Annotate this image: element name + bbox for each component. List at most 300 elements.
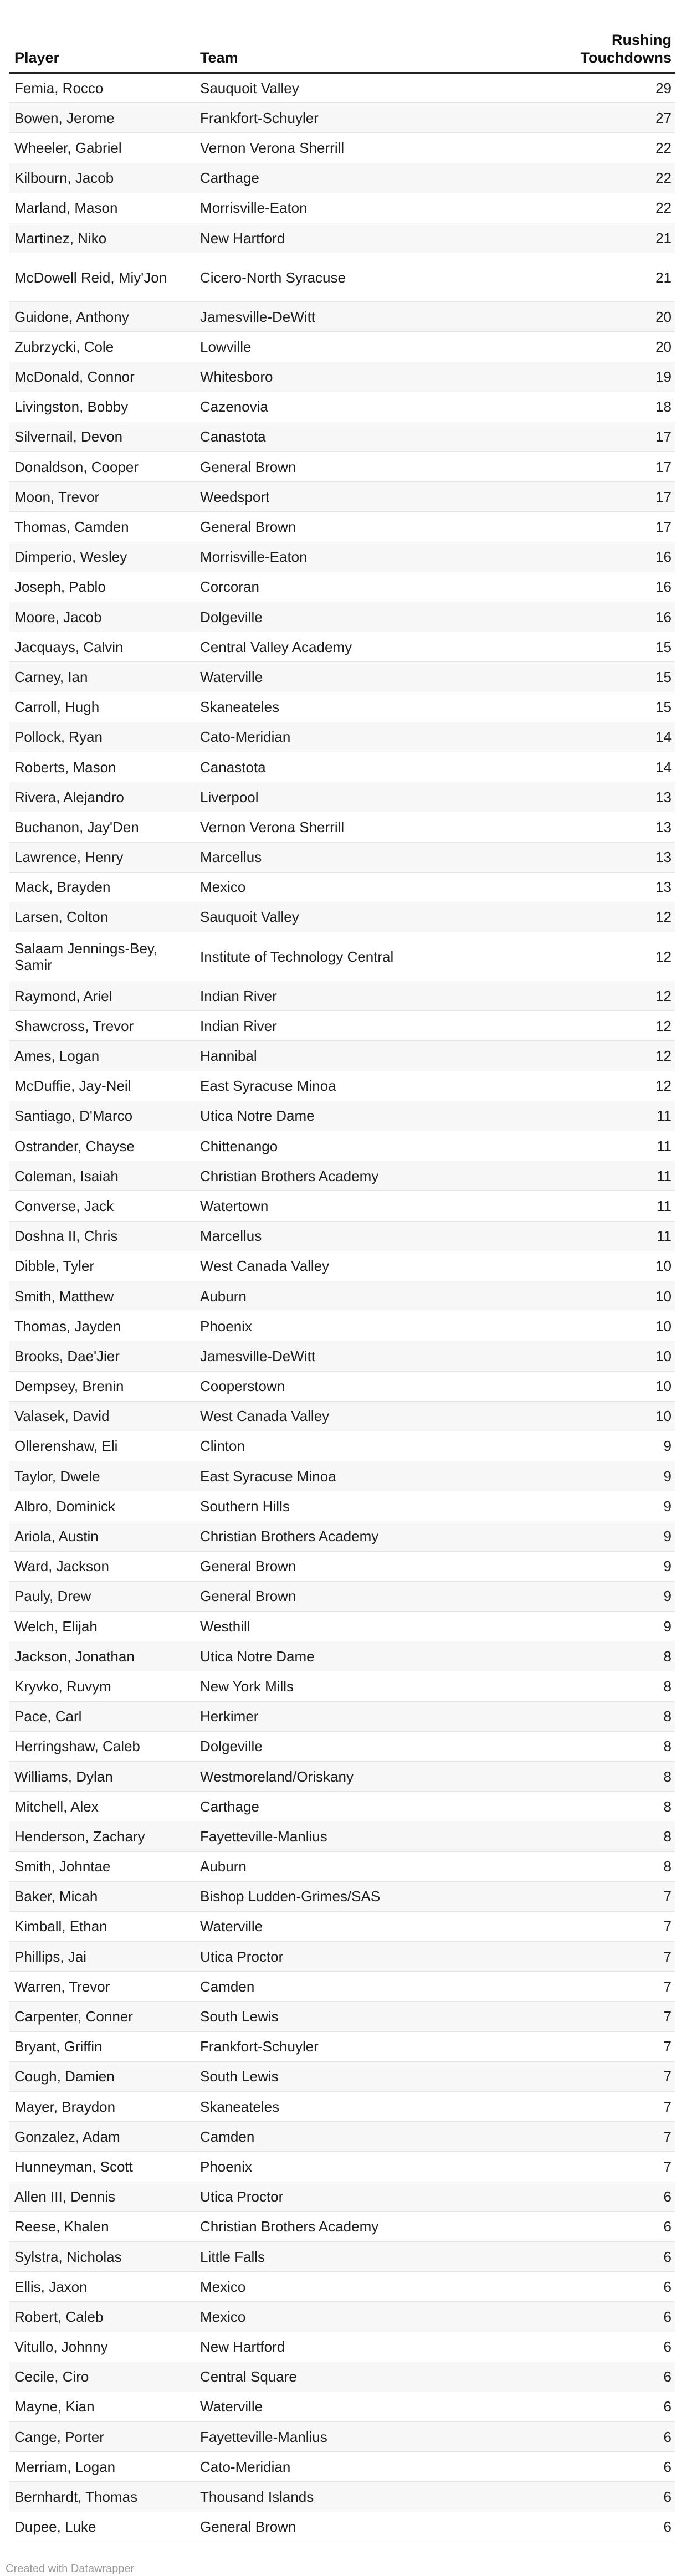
cell-player: Larsen, Colton [9, 902, 194, 932]
table-row [9, 512, 675, 542]
cell-player: Cecile, Ciro [9, 2362, 194, 2392]
table-row [9, 662, 675, 692]
cell-rushing-touchdowns: 13 [536, 842, 675, 872]
table-row [9, 302, 675, 332]
cell-team: South Lewis [194, 2061, 536, 2091]
cell-player: Moon, Trevor [9, 482, 194, 512]
table-row [9, 2362, 675, 2392]
table-row [9, 632, 675, 662]
cell-rushing-touchdowns: 13 [536, 782, 675, 812]
cell-team: New York Mills [194, 1671, 536, 1701]
cell-rushing-touchdowns: 29 [536, 73, 675, 103]
cell-rushing-touchdowns: 19 [536, 362, 675, 392]
cell-rushing-touchdowns: 17 [536, 452, 675, 482]
cell-rushing-touchdowns: 7 [536, 2061, 675, 2091]
cell-team: Auburn [194, 1281, 536, 1311]
cell-rushing-touchdowns: 12 [536, 1071, 675, 1101]
cell-player: Dupee, Luke [9, 2512, 194, 2542]
cell-player: Martinez, Niko [9, 223, 194, 253]
cell-rushing-touchdowns: 10 [536, 1311, 675, 1341]
cell-player: Cange, Porter [9, 2422, 194, 2452]
table-row [9, 193, 675, 223]
cell-rushing-touchdowns: 11 [536, 1161, 675, 1191]
cell-player: Raymond, Ariel [9, 981, 194, 1011]
cell-team: Bishop Ludden-Grimes/SAS [194, 1881, 536, 1911]
cell-team: Jamesville-DeWitt [194, 1341, 536, 1371]
cell-player: Ames, Logan [9, 1041, 194, 1071]
cell-player: Taylor, Dwele [9, 1461, 194, 1491]
cell-player: Mayer, Braydon [9, 2092, 194, 2122]
table-row [9, 1101, 675, 1131]
cell-rushing-touchdowns: 21 [536, 223, 675, 253]
cell-player: Mayne, Kian [9, 2392, 194, 2421]
table-row [9, 1701, 675, 1731]
cell-team: Little Falls [194, 2241, 536, 2271]
table-row [9, 2182, 675, 2211]
table-row [9, 1491, 675, 1521]
table-row [9, 902, 675, 932]
cell-player: Doshna II, Chris [9, 1221, 194, 1251]
table-row [9, 1641, 675, 1671]
cell-team: Cato-Meridian [194, 2452, 536, 2482]
cell-rushing-touchdowns: 9 [536, 1612, 675, 1641]
table-row [9, 452, 675, 482]
cell-team: Mexico [194, 2302, 536, 2332]
cell-team: South Lewis [194, 2002, 536, 2031]
cell-rushing-touchdowns: 6 [536, 2422, 675, 2452]
cell-team: East Syracuse Minoa [194, 1071, 536, 1101]
cell-player: McDowell Reid, Miy'Jon [9, 253, 194, 302]
table-row [9, 1671, 675, 1701]
cell-team: Auburn [194, 1851, 536, 1881]
cell-player: Valasek, David [9, 1401, 194, 1431]
table-row [9, 163, 675, 193]
table-row [9, 1612, 675, 1641]
cell-player: Ward, Jackson [9, 1551, 194, 1581]
cell-player: Joseph, Pablo [9, 572, 194, 602]
cell-player: Pauly, Drew [9, 1581, 194, 1611]
cell-team: Weedsport [194, 482, 536, 512]
cell-team: Carthage [194, 1792, 536, 1821]
cell-rushing-touchdowns: 6 [536, 2211, 675, 2241]
table-row [9, 1071, 675, 1101]
table-row [9, 422, 675, 451]
table-row [9, 542, 675, 572]
cell-player: Warren, Trevor [9, 1972, 194, 2002]
table-row [9, 2482, 675, 2512]
cell-player: Merriam, Logan [9, 2452, 194, 2482]
cell-team: General Brown [194, 1551, 536, 1581]
table-row [9, 253, 675, 302]
cell-player: Dibble, Tyler [9, 1251, 194, 1281]
cell-player: Ostrander, Chayse [9, 1131, 194, 1161]
cell-team: Indian River [194, 1011, 536, 1041]
cell-rushing-touchdowns: 6 [536, 2272, 675, 2302]
table-row [9, 2152, 675, 2182]
cell-player: Coleman, Isaiah [9, 1161, 194, 1191]
cell-rushing-touchdowns: 9 [536, 1491, 675, 1521]
cell-team: Vernon Verona Sherrill [194, 812, 536, 842]
cell-team: Jamesville-DeWitt [194, 302, 536, 332]
cell-player: Rivera, Alejandro [9, 782, 194, 812]
cell-rushing-touchdowns: 12 [536, 1041, 675, 1071]
cell-rushing-touchdowns: 7 [536, 2152, 675, 2182]
cell-player: Mack, Brayden [9, 872, 194, 902]
cell-rushing-touchdowns: 7 [536, 2092, 675, 2122]
cell-team: Skaneateles [194, 692, 536, 722]
cell-team: Christian Brothers Academy [194, 2211, 536, 2241]
cell-rushing-touchdowns: 14 [536, 722, 675, 752]
table-row [9, 1131, 675, 1161]
cell-team: Southern Hills [194, 1491, 536, 1521]
cell-rushing-touchdowns: 27 [536, 103, 675, 133]
table-row [9, 392, 675, 422]
cell-rushing-touchdowns: 15 [536, 692, 675, 722]
cell-team: Mexico [194, 2272, 536, 2302]
table-row [9, 223, 675, 253]
cell-rushing-touchdowns: 11 [536, 1101, 675, 1131]
table-row [9, 1911, 675, 1941]
cell-player: Thomas, Jayden [9, 1311, 194, 1341]
cell-team: Phoenix [194, 1311, 536, 1341]
table-row [9, 133, 675, 163]
cell-rushing-touchdowns: 8 [536, 1701, 675, 1731]
column-header-rushing-touchdowns[interactable]: Rushing Touchdowns [536, 31, 675, 73]
cell-team: Waterville [194, 662, 536, 692]
cell-rushing-touchdowns: 6 [536, 2302, 675, 2332]
cell-rushing-touchdowns: 8 [536, 1792, 675, 1821]
table-row [9, 812, 675, 842]
cell-rushing-touchdowns: 11 [536, 1131, 675, 1161]
cell-team: Westmoreland/Oriskany [194, 1761, 536, 1791]
cell-rushing-touchdowns: 6 [536, 2392, 675, 2421]
cell-team: Carthage [194, 163, 536, 193]
cell-player: Smith, Johntae [9, 1851, 194, 1881]
cell-rushing-touchdowns: 6 [536, 2482, 675, 2512]
table-row [9, 2452, 675, 2482]
cell-player: Donaldson, Cooper [9, 452, 194, 482]
cell-player: Guidone, Anthony [9, 302, 194, 332]
cell-rushing-touchdowns: 10 [536, 1251, 675, 1281]
cell-team: Cicero-North Syracuse [194, 253, 536, 302]
cell-team: Thousand Islands [194, 2482, 536, 2512]
cell-player: Sylstra, Nicholas [9, 2241, 194, 2271]
table-container [9, 31, 675, 2542]
cell-rushing-touchdowns: 16 [536, 572, 675, 602]
cell-rushing-touchdowns: 7 [536, 1942, 675, 1972]
cell-player: Mitchell, Alex [9, 1792, 194, 1821]
cell-team: General Brown [194, 512, 536, 542]
cell-team: Central Square [194, 2362, 536, 2392]
cell-player: Moore, Jacob [9, 602, 194, 632]
cell-team: Indian River [194, 981, 536, 1011]
cell-team: Central Valley Academy [194, 632, 536, 662]
cell-team: Liverpool [194, 782, 536, 812]
cell-rushing-touchdowns: 6 [536, 2512, 675, 2542]
cell-team: Sauquoit Valley [194, 73, 536, 103]
cell-rushing-touchdowns: 9 [536, 1521, 675, 1551]
cell-team: Cato-Meridian [194, 722, 536, 752]
cell-team: Marcellus [194, 842, 536, 872]
cell-team: Christian Brothers Academy [194, 1161, 536, 1191]
cell-team: Hannibal [194, 1041, 536, 1071]
cell-team: West Canada Valley [194, 1251, 536, 1281]
cell-rushing-touchdowns: 7 [536, 1972, 675, 2002]
table-row [9, 2422, 675, 2452]
cell-team: Fayetteville-Manlius [194, 1821, 536, 1851]
table-row [9, 722, 675, 752]
cell-team: Vernon Verona Sherrill [194, 133, 536, 163]
cell-player: Cough, Damien [9, 2061, 194, 2091]
table-row [9, 692, 675, 722]
cell-player: Kilbourn, Jacob [9, 163, 194, 193]
table-row [9, 1251, 675, 1281]
cell-rushing-touchdowns: 22 [536, 193, 675, 223]
cell-rushing-touchdowns: 16 [536, 602, 675, 632]
cell-team: Morrisville-Eaton [194, 542, 536, 572]
table-row [9, 1521, 675, 1551]
cell-team: New Hartford [194, 2332, 536, 2362]
cell-player: Silvernail, Devon [9, 422, 194, 451]
rushing-touchdowns-table [9, 31, 675, 2542]
cell-player: Henderson, Zachary [9, 1821, 194, 1851]
cell-player: Kimball, Ethan [9, 1911, 194, 1941]
cell-team: Corcoran [194, 572, 536, 602]
table-row [9, 2002, 675, 2031]
cell-rushing-touchdowns: 12 [536, 902, 675, 932]
cell-rushing-touchdowns: 16 [536, 542, 675, 572]
table-row [9, 1972, 675, 2002]
cell-rushing-touchdowns: 7 [536, 2122, 675, 2152]
cell-team: Morrisville-Eaton [194, 193, 536, 223]
cell-player: Ellis, Jaxon [9, 2272, 194, 2302]
cell-player: Converse, Jack [9, 1191, 194, 1221]
cell-player: Carney, Ian [9, 662, 194, 692]
cell-player: Welch, Elijah [9, 1612, 194, 1641]
cell-player: Gonzalez, Adam [9, 2122, 194, 2152]
cell-rushing-touchdowns: 7 [536, 1881, 675, 1911]
cell-rushing-touchdowns: 10 [536, 1341, 675, 1371]
table-row [9, 1731, 675, 1761]
cell-team: Utica Proctor [194, 1942, 536, 1972]
cell-rushing-touchdowns: 8 [536, 1851, 675, 1881]
cell-rushing-touchdowns: 10 [536, 1371, 675, 1401]
cell-player: Zubrzycki, Cole [9, 332, 194, 362]
cell-rushing-touchdowns: 12 [536, 932, 675, 981]
cell-player: Albro, Dominick [9, 1491, 194, 1521]
cell-rushing-touchdowns: 12 [536, 981, 675, 1011]
cell-player: Carpenter, Conner [9, 2002, 194, 2031]
table-row [9, 932, 675, 981]
cell-player: Livingston, Bobby [9, 392, 194, 422]
cell-rushing-touchdowns: 8 [536, 1641, 675, 1671]
cell-team: Westhill [194, 1612, 536, 1641]
cell-player: Marland, Mason [9, 193, 194, 223]
cell-player: Phillips, Jai [9, 1942, 194, 1972]
cell-team: Marcellus [194, 1221, 536, 1251]
cell-team: Clinton [194, 1431, 536, 1461]
column-header-player[interactable]: Player [9, 31, 194, 73]
cell-player: Brooks, Dae'Jier [9, 1341, 194, 1371]
table-row [9, 2031, 675, 2061]
cell-rushing-touchdowns: 9 [536, 1431, 675, 1461]
cell-player: Dimperio, Wesley [9, 542, 194, 572]
cell-player: Bowen, Jerome [9, 103, 194, 133]
cell-rushing-touchdowns: 17 [536, 512, 675, 542]
cell-player: Pollock, Ryan [9, 722, 194, 752]
cell-rushing-touchdowns: 8 [536, 1731, 675, 1761]
cell-player: Williams, Dylan [9, 1761, 194, 1791]
table-row [9, 1341, 675, 1371]
column-header-team[interactable]: Team [194, 31, 536, 73]
cell-team: Cooperstown [194, 1371, 536, 1401]
cell-team: Watertown [194, 1191, 536, 1221]
cell-player: Femia, Rocco [9, 73, 194, 103]
cell-rushing-touchdowns: 15 [536, 662, 675, 692]
cell-team: East Syracuse Minoa [194, 1461, 536, 1491]
table-row [9, 872, 675, 902]
table-row [9, 1761, 675, 1791]
table-row [9, 602, 675, 632]
cell-team: Whitesboro [194, 362, 536, 392]
cell-team: Utica Proctor [194, 2182, 536, 2211]
table-row [9, 2061, 675, 2091]
cell-player: Ollerenshaw, Eli [9, 1431, 194, 1461]
table-row [9, 1881, 675, 1911]
cell-team: Cazenovia [194, 392, 536, 422]
cell-player: Vitullo, Johnny [9, 2332, 194, 2362]
cell-rushing-touchdowns: 22 [536, 163, 675, 193]
cell-rushing-touchdowns: 11 [536, 1221, 675, 1251]
cell-rushing-touchdowns: 12 [536, 1011, 675, 1041]
table-row [9, 1191, 675, 1221]
cell-team: Camden [194, 2122, 536, 2152]
cell-rushing-touchdowns: 7 [536, 2031, 675, 2061]
cell-rushing-touchdowns: 7 [536, 2002, 675, 2031]
table-row [9, 1011, 675, 1041]
cell-team: Mexico [194, 872, 536, 902]
table-row [9, 1851, 675, 1881]
table-row [9, 981, 675, 1011]
table-row [9, 2392, 675, 2421]
cell-player: Baker, Micah [9, 1881, 194, 1911]
table-row [9, 103, 675, 133]
table-row [9, 752, 675, 782]
cell-team: General Brown [194, 1581, 536, 1611]
table-row [9, 1821, 675, 1851]
table-row [9, 1581, 675, 1611]
cell-player: Ariola, Austin [9, 1521, 194, 1551]
table-row [9, 1281, 675, 1311]
cell-rushing-touchdowns: 9 [536, 1461, 675, 1491]
table-row [9, 2302, 675, 2332]
cell-player: Allen III, Dennis [9, 2182, 194, 2211]
table-header-row [9, 31, 675, 73]
table-row [9, 1401, 675, 1431]
cell-player: Pace, Carl [9, 1701, 194, 1731]
table-row [9, 2272, 675, 2302]
table-row [9, 842, 675, 872]
cell-team: West Canada Valley [194, 1401, 536, 1431]
cell-team: Herkimer [194, 1701, 536, 1731]
cell-rushing-touchdowns: 22 [536, 133, 675, 163]
cell-team: Camden [194, 1972, 536, 2002]
cell-rushing-touchdowns: 21 [536, 253, 675, 302]
cell-rushing-touchdowns: 17 [536, 482, 675, 512]
table-row [9, 1161, 675, 1191]
cell-rushing-touchdowns: 6 [536, 2332, 675, 2362]
cell-player: Jackson, Jonathan [9, 1641, 194, 1671]
cell-team: Institute of Technology Central [194, 932, 536, 981]
cell-player: Smith, Matthew [9, 1281, 194, 1311]
cell-player: Lawrence, Henry [9, 842, 194, 872]
cell-rushing-touchdowns: 8 [536, 1821, 675, 1851]
cell-rushing-touchdowns: 15 [536, 632, 675, 662]
cell-player: Santiago, D'Marco [9, 1101, 194, 1131]
cell-player: Roberts, Mason [9, 752, 194, 782]
table-row [9, 482, 675, 512]
cell-rushing-touchdowns: 6 [536, 2362, 675, 2392]
cell-team: Utica Notre Dame [194, 1101, 536, 1131]
cell-team: Lowville [194, 332, 536, 362]
cell-team: Christian Brothers Academy [194, 1521, 536, 1551]
cell-team: New Hartford [194, 223, 536, 253]
cell-player: McDuffie, Jay-Neil [9, 1071, 194, 1101]
cell-player: McDonald, Connor [9, 362, 194, 392]
cell-team: Dolgeville [194, 1731, 536, 1761]
cell-player: Kryvko, Ruvym [9, 1671, 194, 1701]
table-row [9, 1311, 675, 1341]
cell-player: Hunneyman, Scott [9, 2152, 194, 2182]
table-row [9, 1431, 675, 1461]
cell-player: Dempsey, Brenin [9, 1371, 194, 1401]
cell-player: Carroll, Hugh [9, 692, 194, 722]
table-row [9, 1461, 675, 1491]
cell-team: General Brown [194, 452, 536, 482]
cell-rushing-touchdowns: 6 [536, 2241, 675, 2271]
cell-player: Shawcross, Trevor [9, 1011, 194, 1041]
cell-team: Canastota [194, 422, 536, 451]
cell-player: Thomas, Camden [9, 512, 194, 542]
table-row [9, 2092, 675, 2122]
datawrapper-credit: Created with Datawrapper [6, 2563, 135, 2575]
cell-team: General Brown [194, 2512, 536, 2542]
cell-rushing-touchdowns: 20 [536, 332, 675, 362]
table-row [9, 782, 675, 812]
cell-team: Frankfort-Schuyler [194, 2031, 536, 2061]
cell-rushing-touchdowns: 11 [536, 1191, 675, 1221]
cell-team: Fayetteville-Manlius [194, 2422, 536, 2452]
cell-team: Frankfort-Schuyler [194, 103, 536, 133]
cell-player: Herringshaw, Caleb [9, 1731, 194, 1761]
cell-rushing-touchdowns: 17 [536, 422, 675, 451]
cell-player: Buchanon, Jay'Den [9, 812, 194, 842]
cell-rushing-touchdowns: 18 [536, 392, 675, 422]
cell-team: Skaneateles [194, 2092, 536, 2122]
table-row [9, 73, 675, 103]
cell-team: Waterville [194, 2392, 536, 2421]
cell-rushing-touchdowns: 20 [536, 302, 675, 332]
cell-player: Salaam Jennings-Bey, Samir [9, 932, 194, 981]
table-row [9, 2241, 675, 2271]
table-row [9, 1371, 675, 1401]
cell-rushing-touchdowns: 7 [536, 1911, 675, 1941]
cell-rushing-touchdowns: 13 [536, 812, 675, 842]
table-row [9, 1551, 675, 1581]
cell-team: Utica Notre Dame [194, 1641, 536, 1671]
table-row [9, 1792, 675, 1821]
cell-player: Bernhardt, Thomas [9, 2482, 194, 2512]
